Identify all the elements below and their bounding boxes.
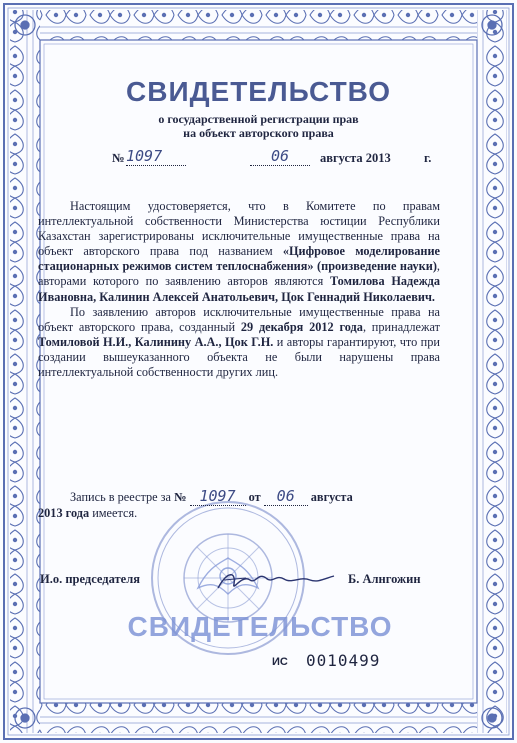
paragraph-1: Настоящим удостоверяется, что в Комитете по правам интеллектуальной собственности Министерства юстиции Республики Казахстан зарегистрированы исключительные имущественные права на объект авторского права под названием «Цифровое моделирование стационарных режимов систем теплоснабжения» (произведение науки), авторами которого по заявлению авторов являются Томилова Надежда Ивановна, Калинин Алексей Анатольевич, Цок Геннадий Николаевич. bbox=[38, 199, 440, 304]
paragraph-2: По заявлению авторов исключительные имущественные права на объект авторского права, созданный 29 декабря 2012 года, принадлежат Томиловой Н.И., Калинину А.А., Цок Г.Н. и авторы гарантируют, что при создании вышеуказанного объекта не были нарушены права интеллектуальной собственности других лиц. bbox=[38, 304, 441, 380]
document-title: СВИДЕТЕЛЬСТВО bbox=[126, 76, 391, 107]
stamp-watermark-word: СВИДЕТЕЛЬСТВО bbox=[127, 611, 393, 642]
handwritten-signature bbox=[214, 566, 338, 596]
signatory-name: Б. Алнгожин bbox=[348, 572, 421, 586]
certificate-number: 1097 bbox=[126, 147, 186, 166]
registry-day: 06 bbox=[276, 487, 295, 505]
serial-number: 0010499 bbox=[306, 651, 381, 670]
signatory-position: И.о. председателя bbox=[40, 572, 141, 586]
work-title: «Цифровое моделирование стационарных режимов систем теплоснабжения» (произведение науки) bbox=[38, 244, 440, 274]
registry-number: 1097 bbox=[199, 487, 236, 505]
authors: Томилова Надежда Ивановна, Калинин Алексей Анатольевич, Цок Геннадий Николаевич. bbox=[38, 274, 440, 304]
creation-date: 29 декабря 2012 года bbox=[240, 319, 363, 334]
number-prefix: № bbox=[112, 151, 125, 165]
right-holders: Томиловой Н.И., Калинину А.А., Цок Г.Н. bbox=[38, 334, 274, 349]
serial-label: ИС bbox=[272, 656, 288, 668]
certificate-body bbox=[38, 199, 440, 380]
subtitle-line-1: о государственной регистрации прав bbox=[158, 112, 359, 126]
registry-record: Запись в реестре за № 1097 от 06 августа 2013 года имеется. bbox=[38, 487, 353, 521]
certificate-month-year: августа 2013 bbox=[320, 151, 391, 165]
year-suffix: г. bbox=[424, 151, 432, 165]
certificate-day: 06 bbox=[250, 147, 310, 166]
subtitle-line-2: на объект авторского права bbox=[183, 126, 334, 140]
